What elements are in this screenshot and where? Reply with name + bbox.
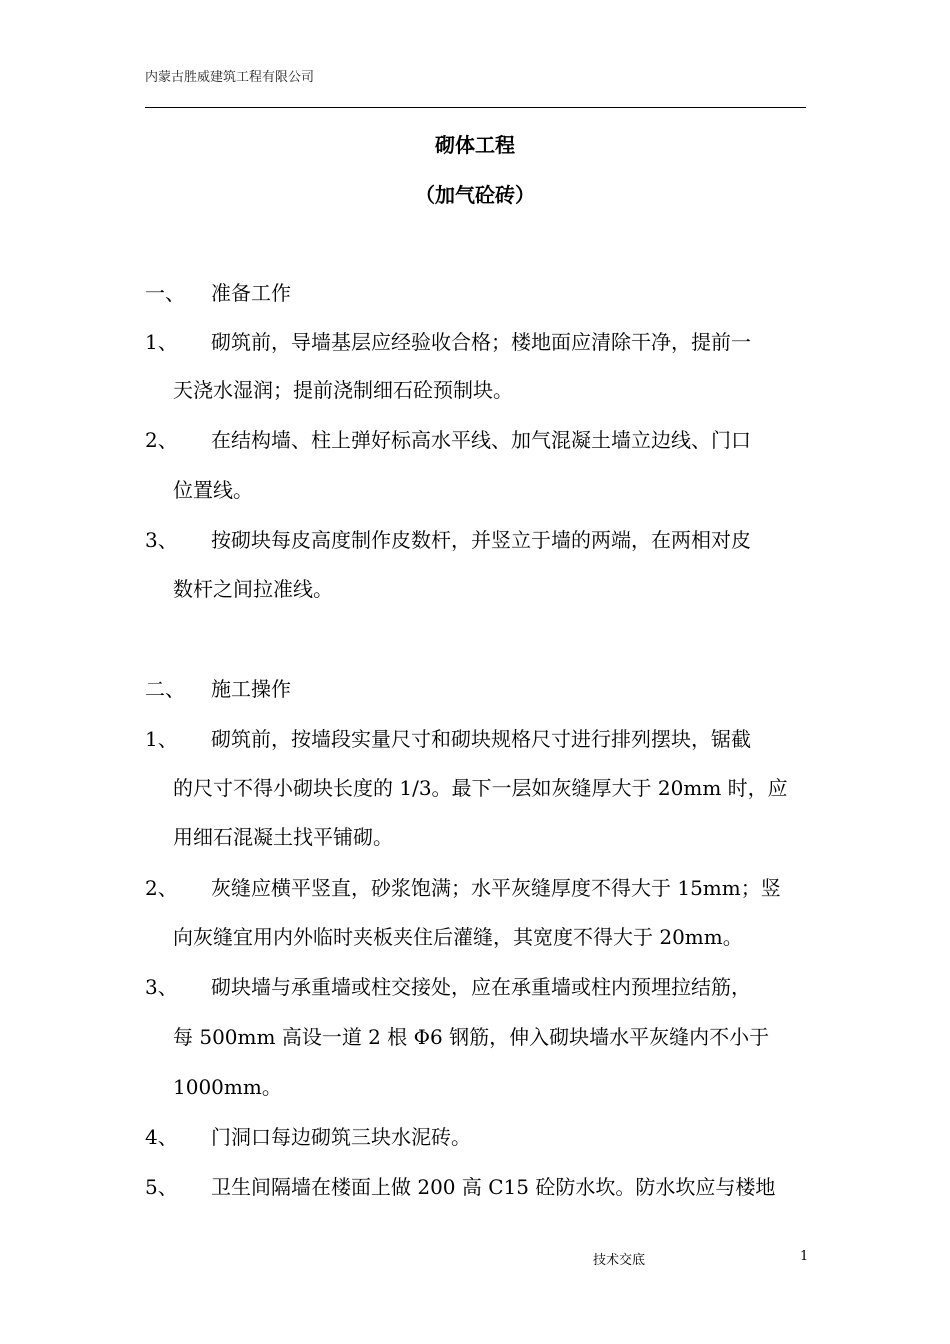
item-number: 4、 — [145, 1125, 178, 1149]
header-rule — [145, 107, 806, 108]
item-text: 砌块墙与承重墙或柱交接处，应在承重墙或柱内预埋拉结筋， — [211, 975, 751, 999]
section-title: 准备工作 — [211, 281, 291, 305]
header-company: 内蒙古胜威建筑工程有限公司 — [145, 70, 315, 85]
item-number: 3、 — [145, 975, 178, 999]
page-subtitle: （加气砼砖） — [415, 183, 535, 207]
item-text: 砌筑前，按墙段实量尺寸和砌块规格尺寸进行排列摆块，锯截 — [211, 727, 751, 751]
item-number: 3、 — [145, 528, 178, 552]
section-number: 一、 — [145, 281, 185, 305]
page-title: 砌体工程 — [435, 133, 515, 157]
item-text: 向灰缝宜用内外临时夹板夹住后灌缝，其宽度不得大于 20mm。 — [173, 925, 743, 949]
section-number: 二、 — [145, 677, 185, 701]
item-text: 位置线。 — [173, 478, 253, 502]
item-text: 用细石混凝土找平铺砌。 — [173, 825, 393, 849]
item-text: 卫生间隔墙在楼面上做 200 高 C15 砼防水坎。防水坎应与楼地 — [211, 1175, 776, 1199]
section-title: 施工操作 — [211, 677, 291, 701]
item-text: 天浇水湿润；提前浇制细石砼预制块。 — [173, 378, 513, 402]
item-text: 门洞口每边砌筑三块水泥砖。 — [211, 1125, 471, 1149]
item-text: 的尺寸不得小砌块长度的 1/3。最下一层如灰缝厚大于 20mm 时，应 — [173, 776, 788, 800]
footer-label: 技术交底 — [593, 1253, 646, 1268]
item-number: 1、 — [145, 330, 178, 354]
page-number: 1 — [800, 1249, 809, 1264]
item-text: 砌筑前，导墙基层应经验收合格；楼地面应清除干净，提前一 — [211, 330, 751, 354]
item-number: 2、 — [145, 428, 178, 452]
item-text: 灰缝应横平竖直，砂浆饱满；水平灰缝厚度不得大于 15mm；竖 — [211, 876, 781, 900]
item-text: 在结构墙、柱上弹好标高水平线、加气混凝土墙立边线、门口 — [211, 428, 751, 452]
item-text: 按砌块每皮高度制作皮数杆，并竖立于墙的两端，在两相对皮 — [211, 528, 751, 552]
item-number: 1、 — [145, 727, 178, 751]
item-text: 1000mm。 — [173, 1075, 282, 1099]
item-text: 数杆之间拉准线。 — [173, 577, 333, 601]
item-text: 每 500mm 高设一道 2 根 Φ6 钢筋，伸入砌块墙水平灰缝内不小于 — [173, 1025, 770, 1049]
item-number: 5、 — [145, 1175, 178, 1199]
item-number: 2、 — [145, 876, 178, 900]
